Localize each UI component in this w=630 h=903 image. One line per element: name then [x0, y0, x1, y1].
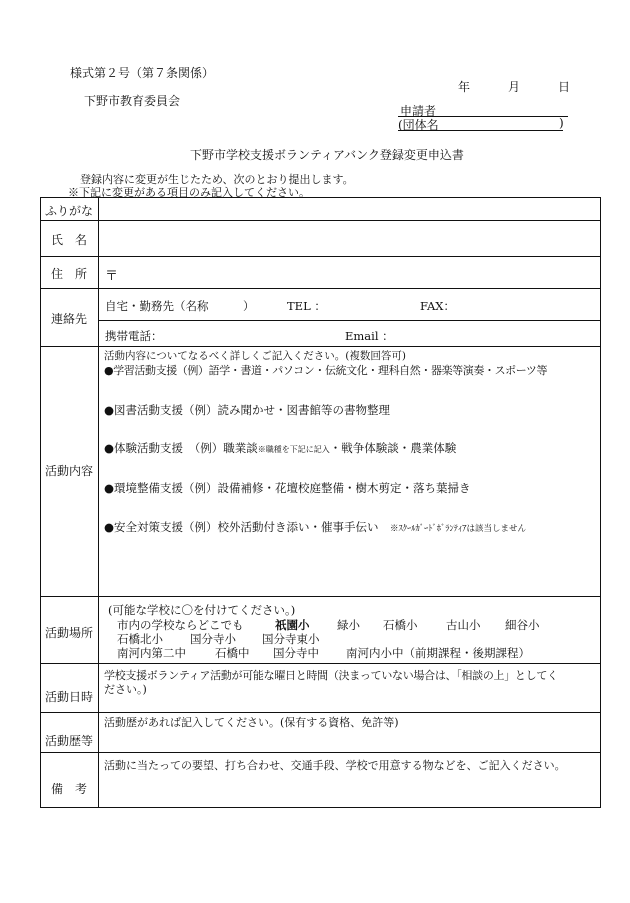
school-ishibashi-kita[interactable]: 石橋北小: [117, 632, 163, 646]
history-label: 活動歴等: [44, 734, 93, 748]
furigana-label: ふりがな: [44, 204, 93, 218]
row-divider: [40, 288, 601, 289]
remarks-note: 活動に当たっての要望、打ち合わせ、交通手段、学校で用意する物などを、ご記入ください。: [104, 759, 566, 772]
name-label: 氏 名: [50, 233, 87, 247]
applicant-label: 申請者: [400, 104, 437, 118]
activity-item-experience: [104, 440, 456, 456]
school-ishibashi[interactable]: 石橋小: [383, 618, 418, 632]
date-day-label: 日: [558, 80, 571, 94]
address-input[interactable]: [120, 258, 598, 287]
school-anywhere[interactable]: 市内の学校ならどこでも: [117, 618, 244, 632]
school-gion[interactable]: 祇園小: [275, 618, 310, 632]
home-work-label: 自宅・勤務先（名称 ）: [105, 299, 255, 313]
row-divider: [40, 596, 601, 597]
school-midori[interactable]: 緑小: [337, 618, 360, 632]
datetime-note-line-2: ださい。): [104, 683, 147, 696]
school-minamikawachi-2[interactable]: 南河内第二中: [117, 646, 186, 660]
activity-item-safety-small: ※ｽｸｰﾙｶﾞｰﾄﾞﾎﾞﾗﾝﾃｨｱは該当しません: [390, 524, 527, 534]
row-divider: [40, 752, 601, 753]
place-label: 活動場所: [44, 626, 93, 640]
row-divider: [40, 663, 601, 664]
fax-label: FAX：: [420, 299, 455, 313]
remarks-label: 備 考: [50, 782, 87, 796]
mobile-label: 携帯電話：: [105, 329, 163, 343]
page-title: 下野市学校支援ボランティアバンク登録変更申込書: [190, 148, 464, 162]
date-month-label: 月: [508, 80, 521, 94]
school-kokubunji-higashi[interactable]: 国分寺東小: [262, 632, 320, 646]
activity-label: 活動内容: [44, 464, 93, 478]
row-divider: [40, 346, 601, 347]
form-number: 様式第２号（第７条関係）: [70, 66, 215, 80]
activity-item-safety-main: ●安全対策支援（例）校外活動付き添い・催事手伝い: [104, 520, 391, 534]
school-kokubunji[interactable]: 国分寺小: [190, 632, 236, 646]
name-input[interactable]: [100, 221, 598, 255]
activity-item-environment: ●環境整備支援（例）設備補修・花壇校庭整備・樹木剪定・落ち葉掃き: [104, 481, 471, 495]
contact-label: 連絡先: [50, 312, 87, 326]
intro-line-2: ※下記に変更がある項目のみ記入してください。: [68, 186, 310, 199]
row-divider: [40, 712, 601, 713]
activity-item-safety: [104, 519, 526, 535]
activity-item-learning: ●学習活動支援（例）語学・書道・パソコン・伝統文化・理科自然・器楽等演奏・スポーツ等: [104, 364, 548, 377]
history-note: 活動歴があれば記入してください。(保有する資格、免許等): [104, 716, 399, 729]
school-ishibashi-chu[interactable]: 石橋中: [215, 646, 250, 660]
group-name-open: (団体名: [398, 118, 439, 132]
furigana-input[interactable]: [100, 198, 598, 219]
group-name-close: ): [559, 116, 564, 130]
school-kokubunji-chu[interactable]: 国分寺中: [273, 646, 319, 660]
activity-item-experience-main: ●体験活動支援 （例）職業談: [104, 441, 258, 455]
activity-item-library: ●図書活動支援（例）読み聞かせ・図書館等の書物整理: [104, 403, 391, 417]
postal-mark: 〒: [105, 269, 119, 284]
date-year-label: 年: [458, 80, 471, 94]
contact-inner-divider: [98, 320, 601, 321]
intro-line-1: 登録内容に変更が生じたため、次のとおり提出します。: [80, 173, 354, 186]
address-label: 住 所: [50, 267, 87, 281]
datetime-note-line-1: 学校支援ボランティア活動が可能な曜日と時間（決まっていない場合は、「相談の上」としてく: [104, 669, 558, 682]
activity-item-experience-rest: ・戦争体験談・農業体験: [329, 441, 457, 455]
place-note: (可能な学校に〇を付けてください。): [108, 603, 296, 617]
tel-label: TEL ：: [287, 299, 326, 313]
row-divider: [40, 256, 601, 257]
school-koyama[interactable]: 古山小: [446, 618, 481, 632]
activity-note: 活動内容についてなるべく詳しくご記入ください。(複数回答可): [104, 350, 406, 362]
activity-item-experience-small: ※職種を下記に記入: [257, 445, 330, 454]
datetime-label: 活動日時: [44, 690, 93, 704]
recipient: 下野市教育委員会: [84, 94, 181, 108]
email-label: Email ：: [345, 329, 394, 343]
group-name-underline: [398, 130, 563, 131]
school-hosoya[interactable]: 細谷小: [505, 618, 540, 632]
school-minamikawachi-shochu[interactable]: 南河内小中（前期課程・後期課程）: [346, 646, 530, 660]
